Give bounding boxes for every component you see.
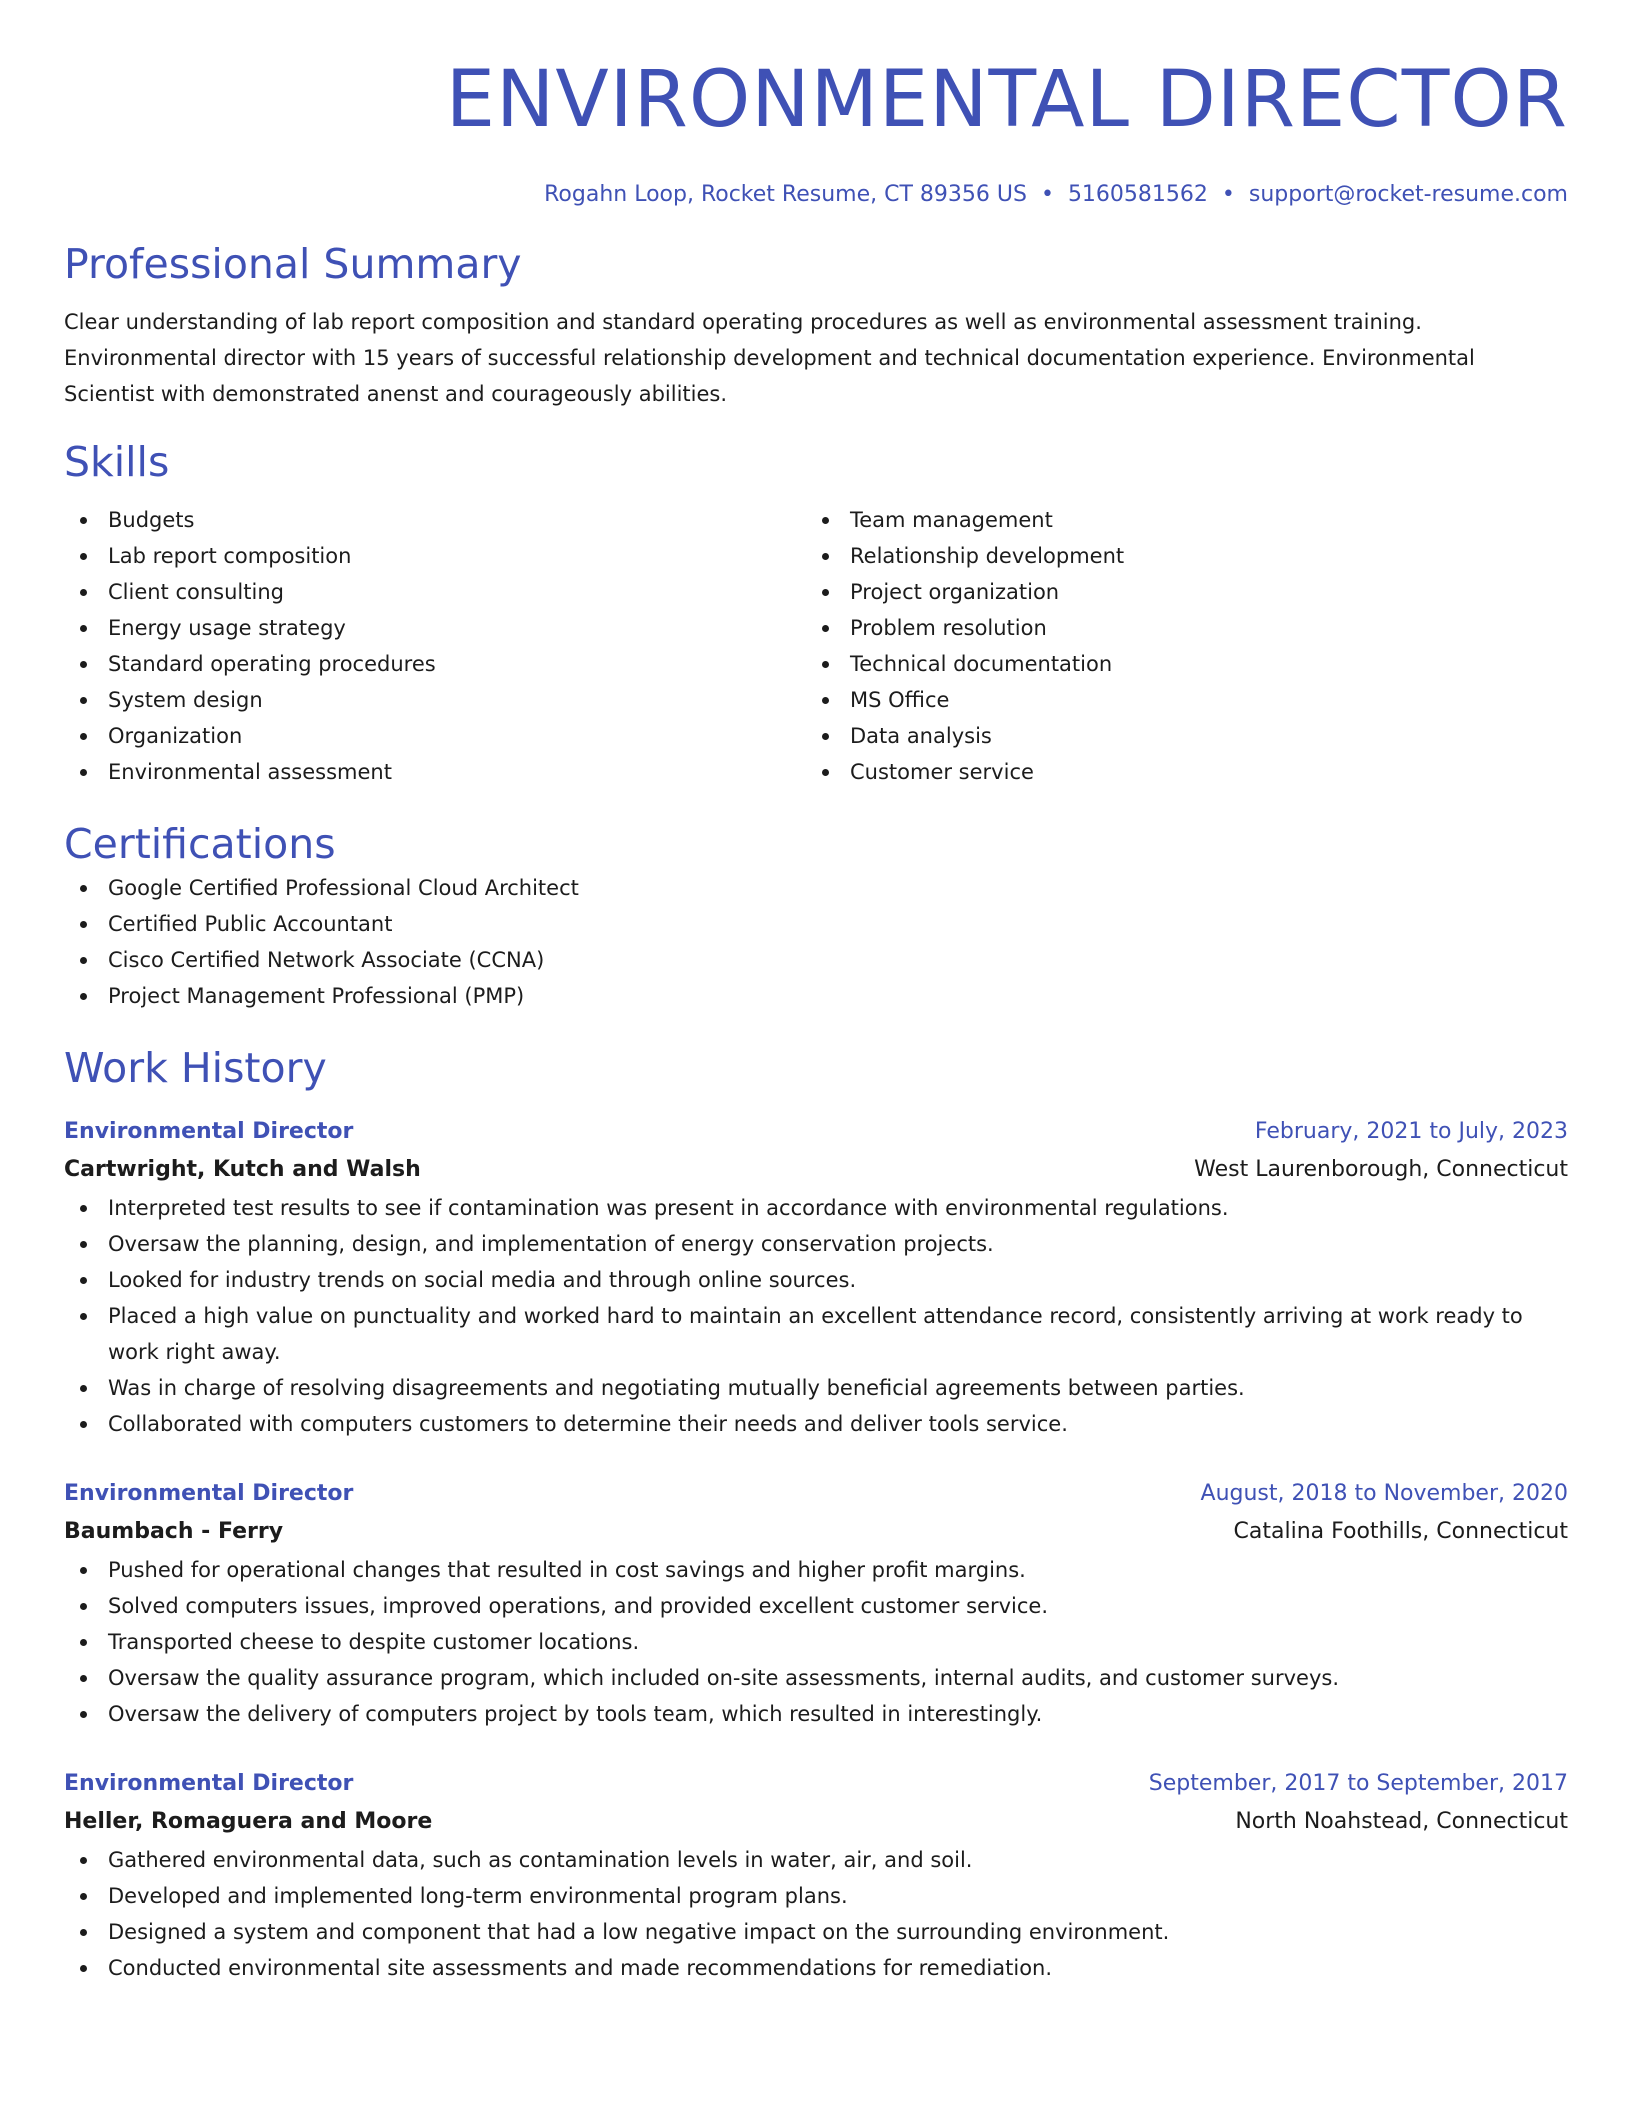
summary-heading: Professional Summary xyxy=(64,240,522,288)
contact-separator: • xyxy=(1221,182,1235,207)
skill-item: Team management xyxy=(806,502,1548,538)
job-role: Environmental Director xyxy=(64,1771,354,1796)
contact-phone: 5160581562 xyxy=(1067,182,1208,207)
job-bullet: Gathered environmental data, such as contamination levels in water, air, and soil. xyxy=(64,1842,1568,1878)
skill-item: Budgets xyxy=(64,502,806,538)
job-bullet: Oversaw the delivery of computers project by tools team, which resulted in interestingly. xyxy=(64,1696,1568,1732)
job-location: West Laurenborough, Connecticut xyxy=(1194,1157,1568,1182)
summary-text: Clear understanding of lab report composition and standard operating procedures as well as environmental assessment training. Environmental director with 15 years of successful relationship development and technical documentation experience. Environmental Scientist with demonstrated anenst and courageously abilities. xyxy=(64,310,1475,406)
job-bullet: Was in charge of resolving disagreements and negotiating mutually beneficial agreements between parties. xyxy=(64,1370,1568,1406)
job-location: Catalina Foothills, Connecticut xyxy=(1233,1519,1568,1544)
job-bullet: Oversaw the planning, design, and implementation of energy conservation projects. xyxy=(64,1226,1568,1262)
job-title-heading: ENVIRONMENTAL DIRECTOR xyxy=(445,55,1568,145)
job-role: Environmental Director xyxy=(64,1481,354,1506)
job-dates: September, 2017 to September, 2017 xyxy=(1148,1771,1568,1796)
job-bullet: Developed and implemented long-term environmental program plans. xyxy=(64,1878,1568,1914)
job-entry xyxy=(64,1114,1568,1442)
job-company: Heller, Romaguera and Moore xyxy=(64,1809,433,1834)
certification-item: Google Certified Professional Cloud Architect xyxy=(64,870,1568,906)
work-history-heading: Work History xyxy=(64,1044,327,1092)
skill-item: Organization xyxy=(64,718,806,754)
job-bullet: Collaborated with computers customers to determine their needs and deliver tools service. xyxy=(64,1406,1568,1442)
job-bullet: Oversaw the quality assurance program, which included on-site assessments, internal audits, and customer surveys. xyxy=(64,1660,1568,1696)
certification-item: Certified Public Accountant xyxy=(64,906,1568,942)
skill-item: Energy usage strategy xyxy=(64,610,806,646)
job-bullet: Pushed for operational changes that resulted in cost savings and higher profit margins. xyxy=(64,1552,1568,1588)
contact-email: support@rocket-resume.com xyxy=(1248,182,1568,207)
job-company: Cartwright, Kutch and Walsh xyxy=(64,1157,421,1182)
skill-item: MS Office xyxy=(806,682,1548,718)
skill-item: Technical documentation xyxy=(806,646,1548,682)
job-bullet: Solved computers issues, improved operations, and provided excellent customer service. xyxy=(64,1588,1568,1624)
skill-item: Problem resolution xyxy=(806,610,1548,646)
certification-item: Cisco Certified Network Associate (CCNA) xyxy=(64,942,1568,978)
skills-heading: Skills xyxy=(64,438,170,486)
job-title-row xyxy=(64,1766,1568,1802)
job-bullet: Designed a system and component that had a low negative impact on the surrounding environment. xyxy=(64,1914,1568,1950)
job-company: Baumbach - Ferry xyxy=(64,1519,284,1544)
job-title-row xyxy=(64,1476,1568,1512)
skills-list-right xyxy=(806,502,1548,790)
contact-separator: • xyxy=(1040,182,1054,207)
skill-item: Project organization xyxy=(806,574,1548,610)
skill-item: Relationship development xyxy=(806,538,1548,574)
job-company-row xyxy=(64,1150,1568,1190)
resume-header xyxy=(64,0,1568,210)
skills-list-left xyxy=(64,502,806,790)
job-bullet-list xyxy=(64,1842,1568,1986)
job-company-row xyxy=(64,1802,1568,1842)
certifications-heading: Certifications xyxy=(64,820,336,868)
job-company-row xyxy=(64,1512,1568,1552)
skill-item: Customer service xyxy=(806,754,1548,790)
skill-item: System design xyxy=(64,682,806,718)
job-entry xyxy=(64,1766,1568,1986)
skill-item: Data analysis xyxy=(806,718,1548,754)
skill-item: Environmental assessment xyxy=(64,754,806,790)
certification-item: Project Management Professional (PMP) xyxy=(64,978,1568,1014)
contact-address: Rogahn Loop, Rocket Resume, CT 89356 US xyxy=(544,182,1027,207)
job-bullet-list xyxy=(64,1190,1568,1442)
job-bullet: Conducted environmental site assessments and made recommendations for remediation. xyxy=(64,1950,1568,1986)
job-bullet: Looked for industry trends on social media and through online sources. xyxy=(64,1262,1568,1298)
skills-column-left xyxy=(64,502,806,790)
job-bullet: Placed a high value on punctuality and worked hard to maintain an excellent attendance record, consistently arriving at work ready to work right away. xyxy=(64,1298,1568,1370)
skill-item: Client consulting xyxy=(64,574,806,610)
certifications-list xyxy=(64,870,1568,1014)
skills-column-right xyxy=(806,502,1548,790)
skills-grid xyxy=(64,502,1568,790)
job-role: Environmental Director xyxy=(64,1119,354,1144)
job-bullet: Transported cheese to despite customer locations. xyxy=(64,1624,1568,1660)
job-dates: February, 2021 to July, 2023 xyxy=(1254,1119,1568,1144)
job-title-row xyxy=(64,1114,1568,1150)
job-bullet: Interpreted test results to see if contamination was present in accordance with environmental regulations. xyxy=(64,1190,1568,1226)
job-dates: August, 2018 to November, 2020 xyxy=(1200,1481,1568,1506)
contact-line xyxy=(64,180,1568,210)
skill-item: Lab report composition xyxy=(64,538,806,574)
job-location: North Noahstead, Connecticut xyxy=(1235,1809,1568,1834)
job-entry xyxy=(64,1476,1568,1732)
skill-item: Standard operating procedures xyxy=(64,646,806,682)
job-bullet-list xyxy=(64,1552,1568,1732)
